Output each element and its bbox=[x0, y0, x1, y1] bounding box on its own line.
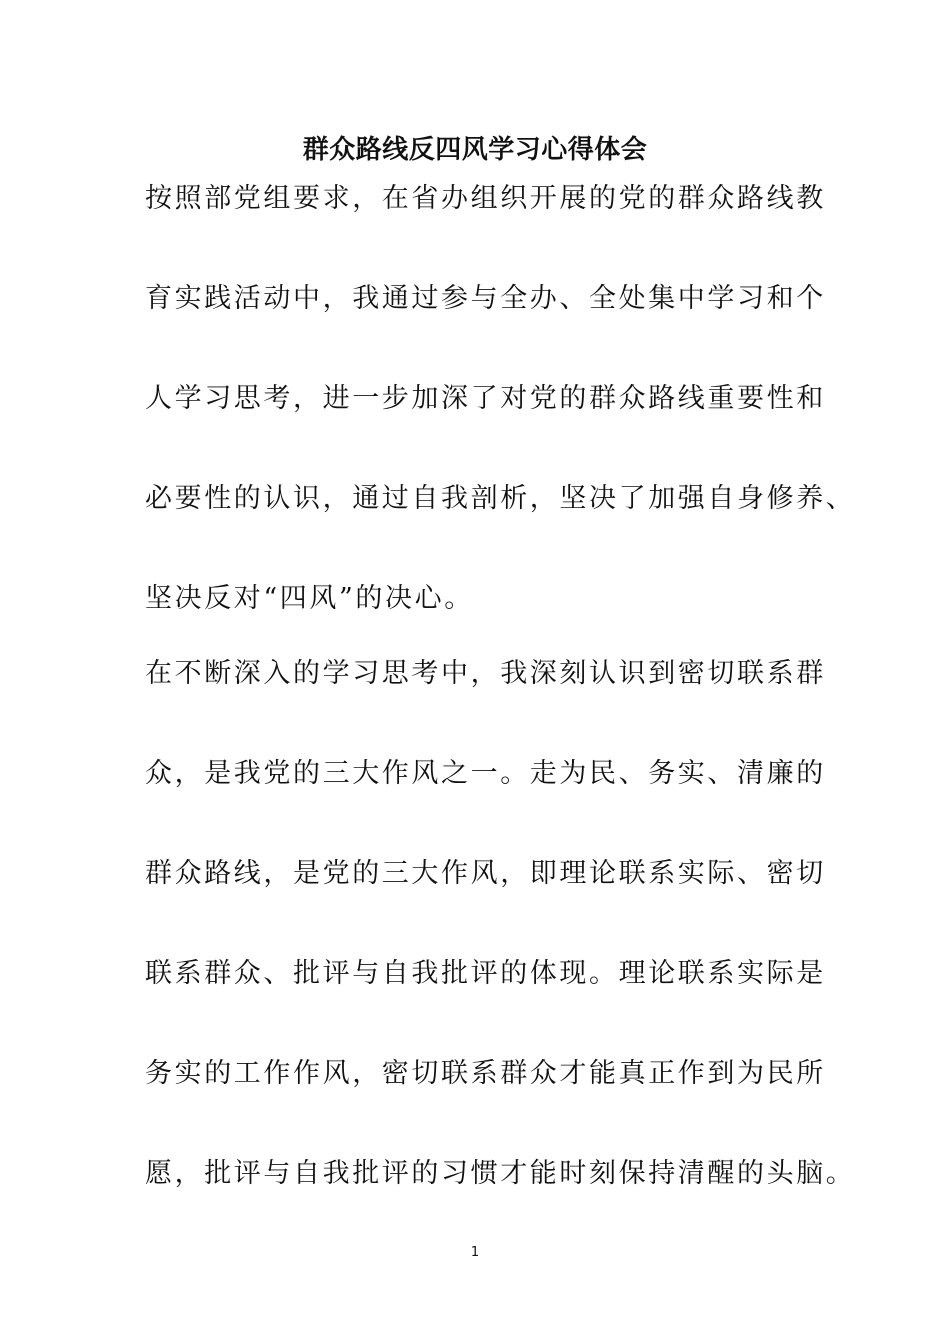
paragraph-line: 在不断深入的学习思考中，我深刻认识到密切联系群 bbox=[145, 658, 826, 689]
page-number: 1 bbox=[470, 1245, 480, 1260]
paragraph-line: 愿，批评与自我批评的习惯才能时刻保持清醒的头脑。 bbox=[145, 1158, 856, 1189]
paragraph-line: 按照部党组要求，在省办组织开展的党的群众路线教 bbox=[145, 183, 826, 214]
paragraph-line: 联系群众、批评与自我批评的体现。理论联系实际是 bbox=[145, 958, 826, 989]
document-title: 群众路线反四风学习心得体会 bbox=[302, 135, 648, 165]
paragraph-line: 必要性的认识，通过自我剖析，坚决了加强自身修养、 bbox=[145, 483, 856, 514]
paragraph-line: 务实的工作作风，密切联系群众才能真正作到为民所 bbox=[145, 1058, 826, 1089]
paragraph-line: 坚决反对“四风”的决心。 bbox=[145, 583, 474, 614]
paragraph-line: 育实践活动中，我通过参与全办、全处集中学习和个 bbox=[145, 283, 826, 314]
paragraph-line: 人学习思考，进一步加深了对党的群众路线重要性和 bbox=[145, 383, 826, 414]
paragraph-line: 群众路线，是党的三大作风，即理论联系实际、密切 bbox=[145, 858, 826, 889]
paragraph-line: 众，是我党的三大作风之一。走为民、务实、清廉的 bbox=[145, 758, 826, 789]
